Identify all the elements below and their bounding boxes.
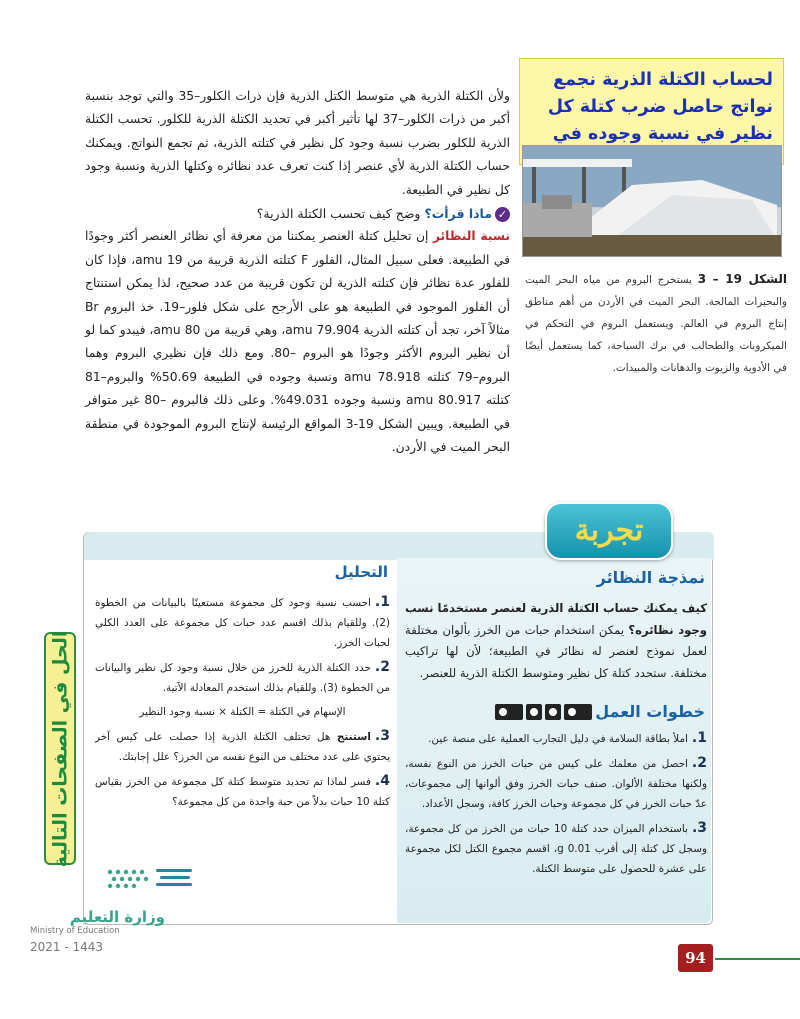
apron-icon <box>526 704 542 720</box>
experiment-intro <box>405 598 707 684</box>
analysis-item <box>95 592 390 653</box>
analysis-item <box>95 657 390 722</box>
step-number: 3. <box>691 820 708 836</box>
callout-text: لحساب الكتلة الذرية نجمع نواتج حاصل ضرب كتلة كل نظير في نسبة وجوده في <box>547 70 773 144</box>
figure-label: الشكل 19 – 3 <box>697 272 787 286</box>
paragraph-2-text: إن تحليل كتلة العنصر يمكننا من معرفة أي نظائر العنصر أكثر وجودًا في الطبيعة. فعلى سبيل المثال، الفلور F كتلته الذرية قريبة من 19 amu، فإذا كان للفلور عدة نظائر فإن كتلته الذرية لن تكون قريبة من عدد صحيح، لذا يمكن استنتاج أن الفلور الموجود في الطبيعة هو على الأرجح على شكل فلور–19. خذ البروم Br مثالاً آخر، تجد أن كتلته الذرية 79.904 amu، وهي قريبة من 80 amu، فيبدو كما لو أن نظير البروم الأكثر وجودًا هو البروم –80. ومع ذلك فإن نظيري البروم وهما البروم–79 كتلته 78.918 amu ونسبة وجوده في الطبيعة 50.69% والبروم–81 كتلته 80.917 amu ونسبة وجوده 49.031%. وعلى ذلك فالبروم –80 غير متوافر في الطبيعة. ويبين الشكل 19-3 المواقع الرئيسة لإنتاج البروم الموجودة في منطقة البحر الميت في الأردن. <box>85 229 511 455</box>
gloves-icon <box>545 704 561 720</box>
step-text: باستخدام الميزان حدد كتلة 10 حبات من الخرز من كل مجموعة، وسجل كل كتلة إلى أقرب 0.01 g، اقسم مجموع الكتل لكل مجموعة على عشرة للحصول على متوسط الكتلة. <box>405 823 707 875</box>
figure-photo-frame <box>522 145 782 257</box>
procedure-step <box>405 728 707 749</box>
procedure-steps <box>405 728 707 883</box>
step-number: 1. <box>691 730 707 746</box>
ministry-name-en: Ministry of Education <box>30 926 120 936</box>
analysis-number: 1. <box>374 594 390 610</box>
step-text: املأ بطاقة السلامة في دليل التجارب العملية على منصة عين. <box>428 733 688 745</box>
step-number: 2. <box>691 755 707 771</box>
figure-caption <box>525 268 787 379</box>
ministry-name-ar: وزارة التعليم <box>69 908 165 926</box>
edition-year: 2021 - 1443 <box>30 940 104 954</box>
safety-icons <box>495 704 592 724</box>
procedure-step <box>405 818 707 879</box>
mass-contribution-equation: الإسهام في الكتلة = الكتلة × نسبة وجود النظير <box>139 706 346 718</box>
analysis-questions <box>95 592 390 816</box>
analysis-text: فسر لماذا تم تحديد متوسط كتلة كل مجموعة من الخرز بقياس كتلة 10 حبات بدلاً من حبة واحدة من كل مجموعة؟ <box>95 776 390 808</box>
analysis-text: حدد الكتلة الذرية للخرز من خلال نسبة وجود كل نظير والبيانات من الخطوة (3). وللقيام بذلك استخدم المعادلة الآتية. <box>95 662 390 694</box>
step-text: احصل من معلمك على كيس من حبات الخرز من النوع نفسه، ولكنها مختلفة الألوان. صنف حبات الخرز وفق ألوانها إلى مجموعات، عدّ حبات الخرز في كل مجموعة وحبات الخرز كافة، وسجل الأعداد. <box>405 758 707 810</box>
page-number-rule <box>715 958 800 960</box>
analysis-item <box>95 771 390 812</box>
term-isotope-ratio: نسبة النظائر <box>432 229 510 244</box>
side-tab-text: الحل في الصفحات التالية <box>49 630 72 867</box>
reading-check-label: ماذا قرأت؟ <box>424 206 492 222</box>
analysis-number: 4. <box>374 773 390 789</box>
analysis-number: 2. <box>374 659 390 675</box>
hand-wash-icon <box>564 704 592 720</box>
steps-title: خطوات العمل <box>595 702 705 721</box>
experiment-intro-text: يمكن استخدام حبات من الخرز بألوان مختلفة لعمل نموذج لعنصر له نظائر في الطبيعة؛ لأن لها تراكيب مختلفة. ستحدد كتلة كل نظير ومتوسط الكتلة الذرية للعنصر. <box>405 622 707 680</box>
analysis-title: التحليل <box>334 563 388 581</box>
analysis-number: 3. <box>374 728 390 744</box>
experiment-banner: تجربة <box>545 502 673 560</box>
reading-check-question: وضح كيف تحسب الكتلة الذرية؟ <box>256 206 425 222</box>
solution-side-tab-label <box>44 632 76 865</box>
figure-caption-text: يستخرج البروم من مياه البحر الميت والبحيرات المالحة. البحر الميت في الأردن من أهم مناطق إنتاج البروم في العالم. ويستعمل البروم في التحكم في الميكروبات والطحالب في برك السباحة، كما يستعمل أيضًا في الأدوية والزيوت والدهانات والمبيدات. <box>525 274 787 374</box>
check-icon: ✓ <box>495 207 510 222</box>
analysis-keyword: استنتج <box>336 731 371 743</box>
experiment-title: نمذجة النظائر <box>596 568 705 587</box>
reading-check <box>85 202 510 225</box>
analysis-item <box>95 726 390 767</box>
procedure-step <box>405 753 707 814</box>
experiment-question: كيف يمكنك حساب الكتلة الذرية لعنصر مستخدمًا نسب وجود نظائره؟ <box>405 601 708 637</box>
paragraph-2 <box>85 225 510 459</box>
analysis-text: احسب نسبة وجود كل مجموعة مستعينًا بالبيانات من الخطوة (2). وللقيام بذلك اقسم عدد حبات كل مجموعة على العدد الكلي لحبات الخرز. <box>95 597 390 649</box>
page-number: 94 <box>678 944 713 972</box>
ministry-logo-icon <box>100 864 198 894</box>
main-text-column <box>85 85 510 460</box>
analysis-text: هل تختلف الكتلة الذرية إذا حصلت على كيس آخر يحتوي على عدد مختلف من النوع نفسه من الخرز؟ علل إجابتك. <box>95 731 390 763</box>
goggles-icon <box>495 704 523 720</box>
paragraph-1: ولأن الكتلة الذرية هي متوسط الكتل الذرية فإن ذرات الكلور–35 والتي توجد بنسبة أكبر من ذرات الكلور–37 لها تأثير أكبر في تحديد الكتلة الذرية للكلور. تحسب الكتلة الذرية للكلور بضرب نسبة وجود كل نظير في كتلته الذرية، ثم تجمع النواتج. ويمكنك حساب الكتلة الذرية لأي عنصر إذا كنت تعرف عدد نظائره وكتلها الذرية ونسبة وجود كل نظير في الطبيعة. <box>85 89 511 197</box>
